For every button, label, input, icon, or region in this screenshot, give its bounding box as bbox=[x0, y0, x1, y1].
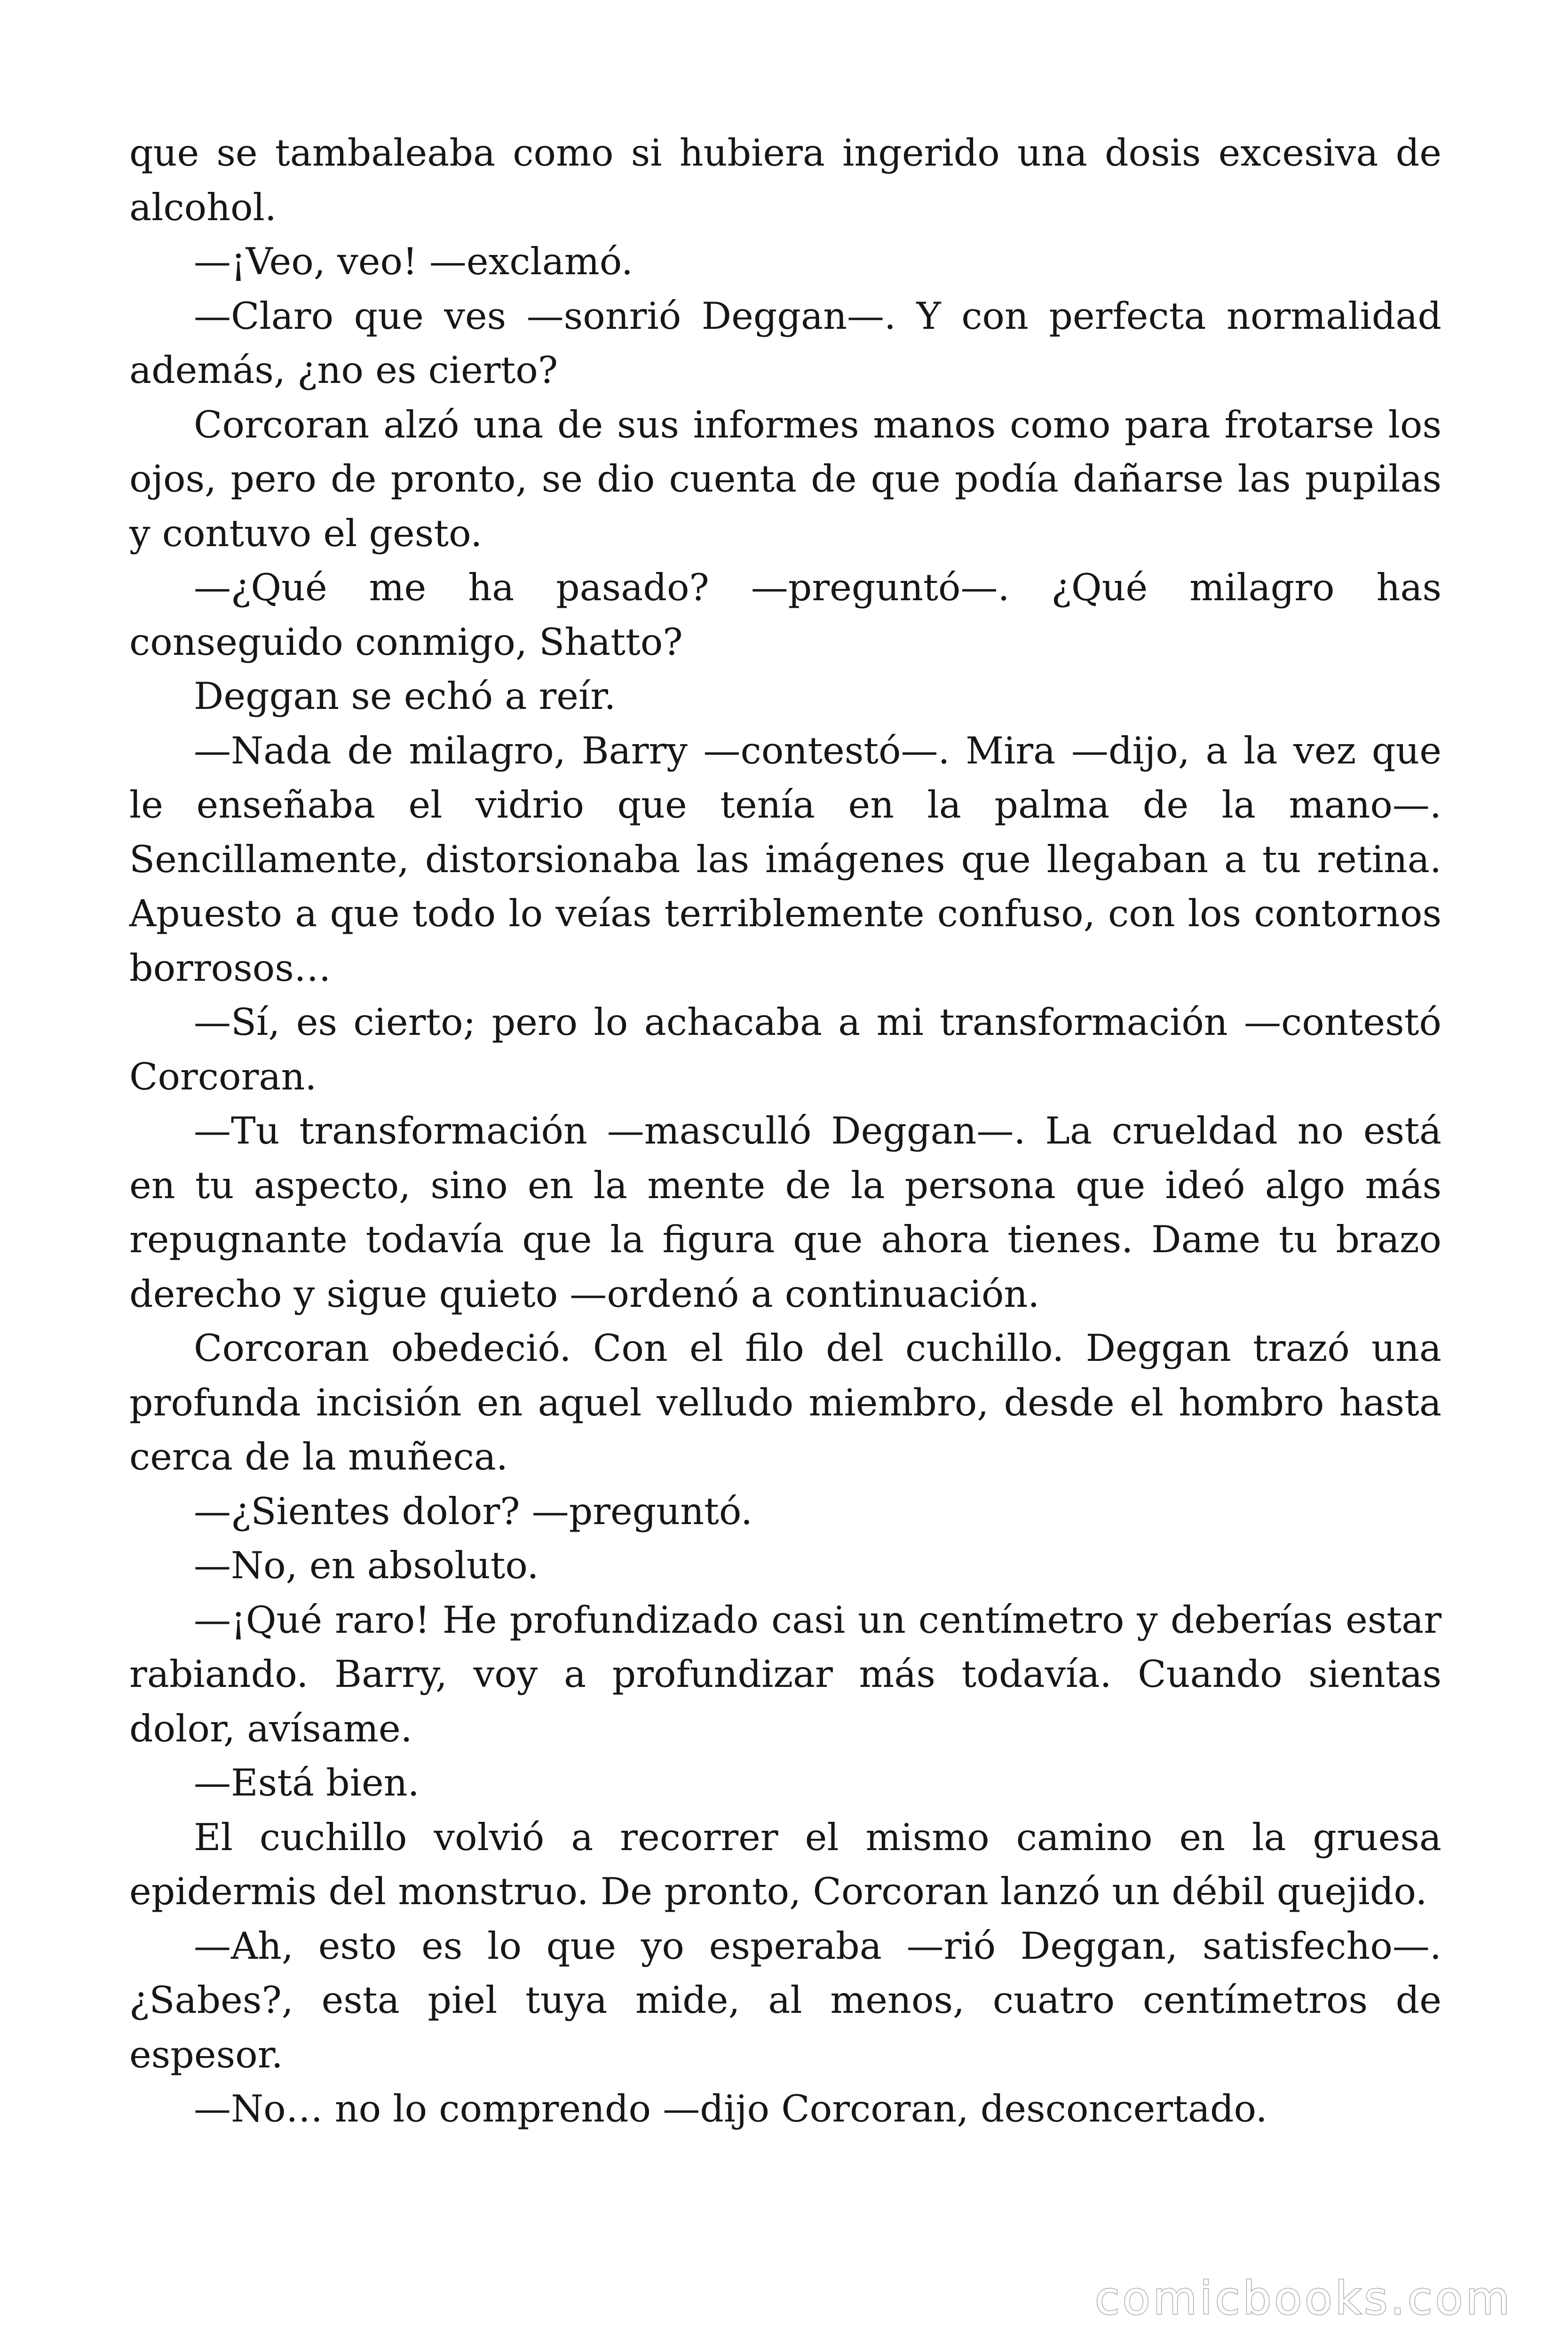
paragraph: —No… no lo comprendo —dijo Corcoran, desconcertado. bbox=[194, 2087, 1267, 2130]
paragraph: —Nada de milagro, Barry —contestó—. Mira —dijo, a la vez que le enseñaba el vidrio que tenía en la palma de la mano—. Sencillamente, distorsionaba las imágenes que llegaban a tu retina. Apuesto a que todo lo veías terriblemente confuso, con los contornos borrosos… bbox=[129, 729, 1441, 990]
paragraph: —Está bien. bbox=[194, 1761, 420, 1804]
paragraph: —¡Qué raro! He profundizado casi un centímetro y deberías estar rabiando. Barry, voy a profundizar más todavía. Cuando sientas dolor, avísame. bbox=[129, 1598, 1441, 1750]
paragraph: —¿Qué me ha pasado? —preguntó—. ¿Qué milagro has conseguido conmigo, Shatto? bbox=[129, 566, 1441, 664]
watermark-logo: comicbooks.com bbox=[1094, 2272, 1513, 2325]
paragraph: —Tu transformación —masculló Deggan—. La crueldad no está en tu aspecto, sino en la mente de la persona que ideó algo más repugnante todavía que la figura que ahora tienes. Dame tu brazo derecho y sigue quieto —ordenó a continuación. bbox=[129, 1109, 1441, 1316]
paragraph: Corcoran obedeció. Con el filo del cuchillo. Deggan trazó una profunda incisión en aquel velludo miembro, desde el hombro hasta cerca de la muñeca. bbox=[129, 1327, 1441, 1478]
paragraph: —Ah, esto es lo que yo esperaba —rió Deggan, satisfecho—. ¿Sabes?, esta piel tuya mide, al menos, cuatro centímetros de espesor. bbox=[129, 1924, 1441, 2076]
paragraph: —No, en absoluto. bbox=[194, 1544, 539, 1587]
paragraph: —¿Sientes dolor? —preguntó. bbox=[194, 1489, 753, 1533]
paragraph: —Claro que ves —sonrió Deggan—. Y con perfecta normalidad además, ¿no es cierto? bbox=[129, 294, 1441, 392]
paragraph: Corcoran alzó una de sus informes manos como para frotarse los ojos, pero de pronto, se dio cuenta de que podía dañarse las pupilas y contuvo el gesto. bbox=[129, 403, 1441, 555]
paragraph: que se tambaleaba como si hubiera ingerido una dosis excesiva de alcohol. bbox=[129, 131, 1441, 229]
paragraph: Deggan se echó a reír. bbox=[194, 675, 616, 718]
paragraph: —Sí, es cierto; pero lo achacaba a mi transformación —contestó Corcoran. bbox=[129, 1001, 1441, 1098]
paragraph: El cuchillo volvió a recorrer el mismo camino en la gruesa epidermis del monstruo. De pronto, Corcoran lanzó un débil quejido. bbox=[129, 1815, 1441, 1913]
paragraph: —¡Veo, veo! —exclamó. bbox=[194, 240, 633, 283]
book-page-text bbox=[129, 126, 1441, 2137]
